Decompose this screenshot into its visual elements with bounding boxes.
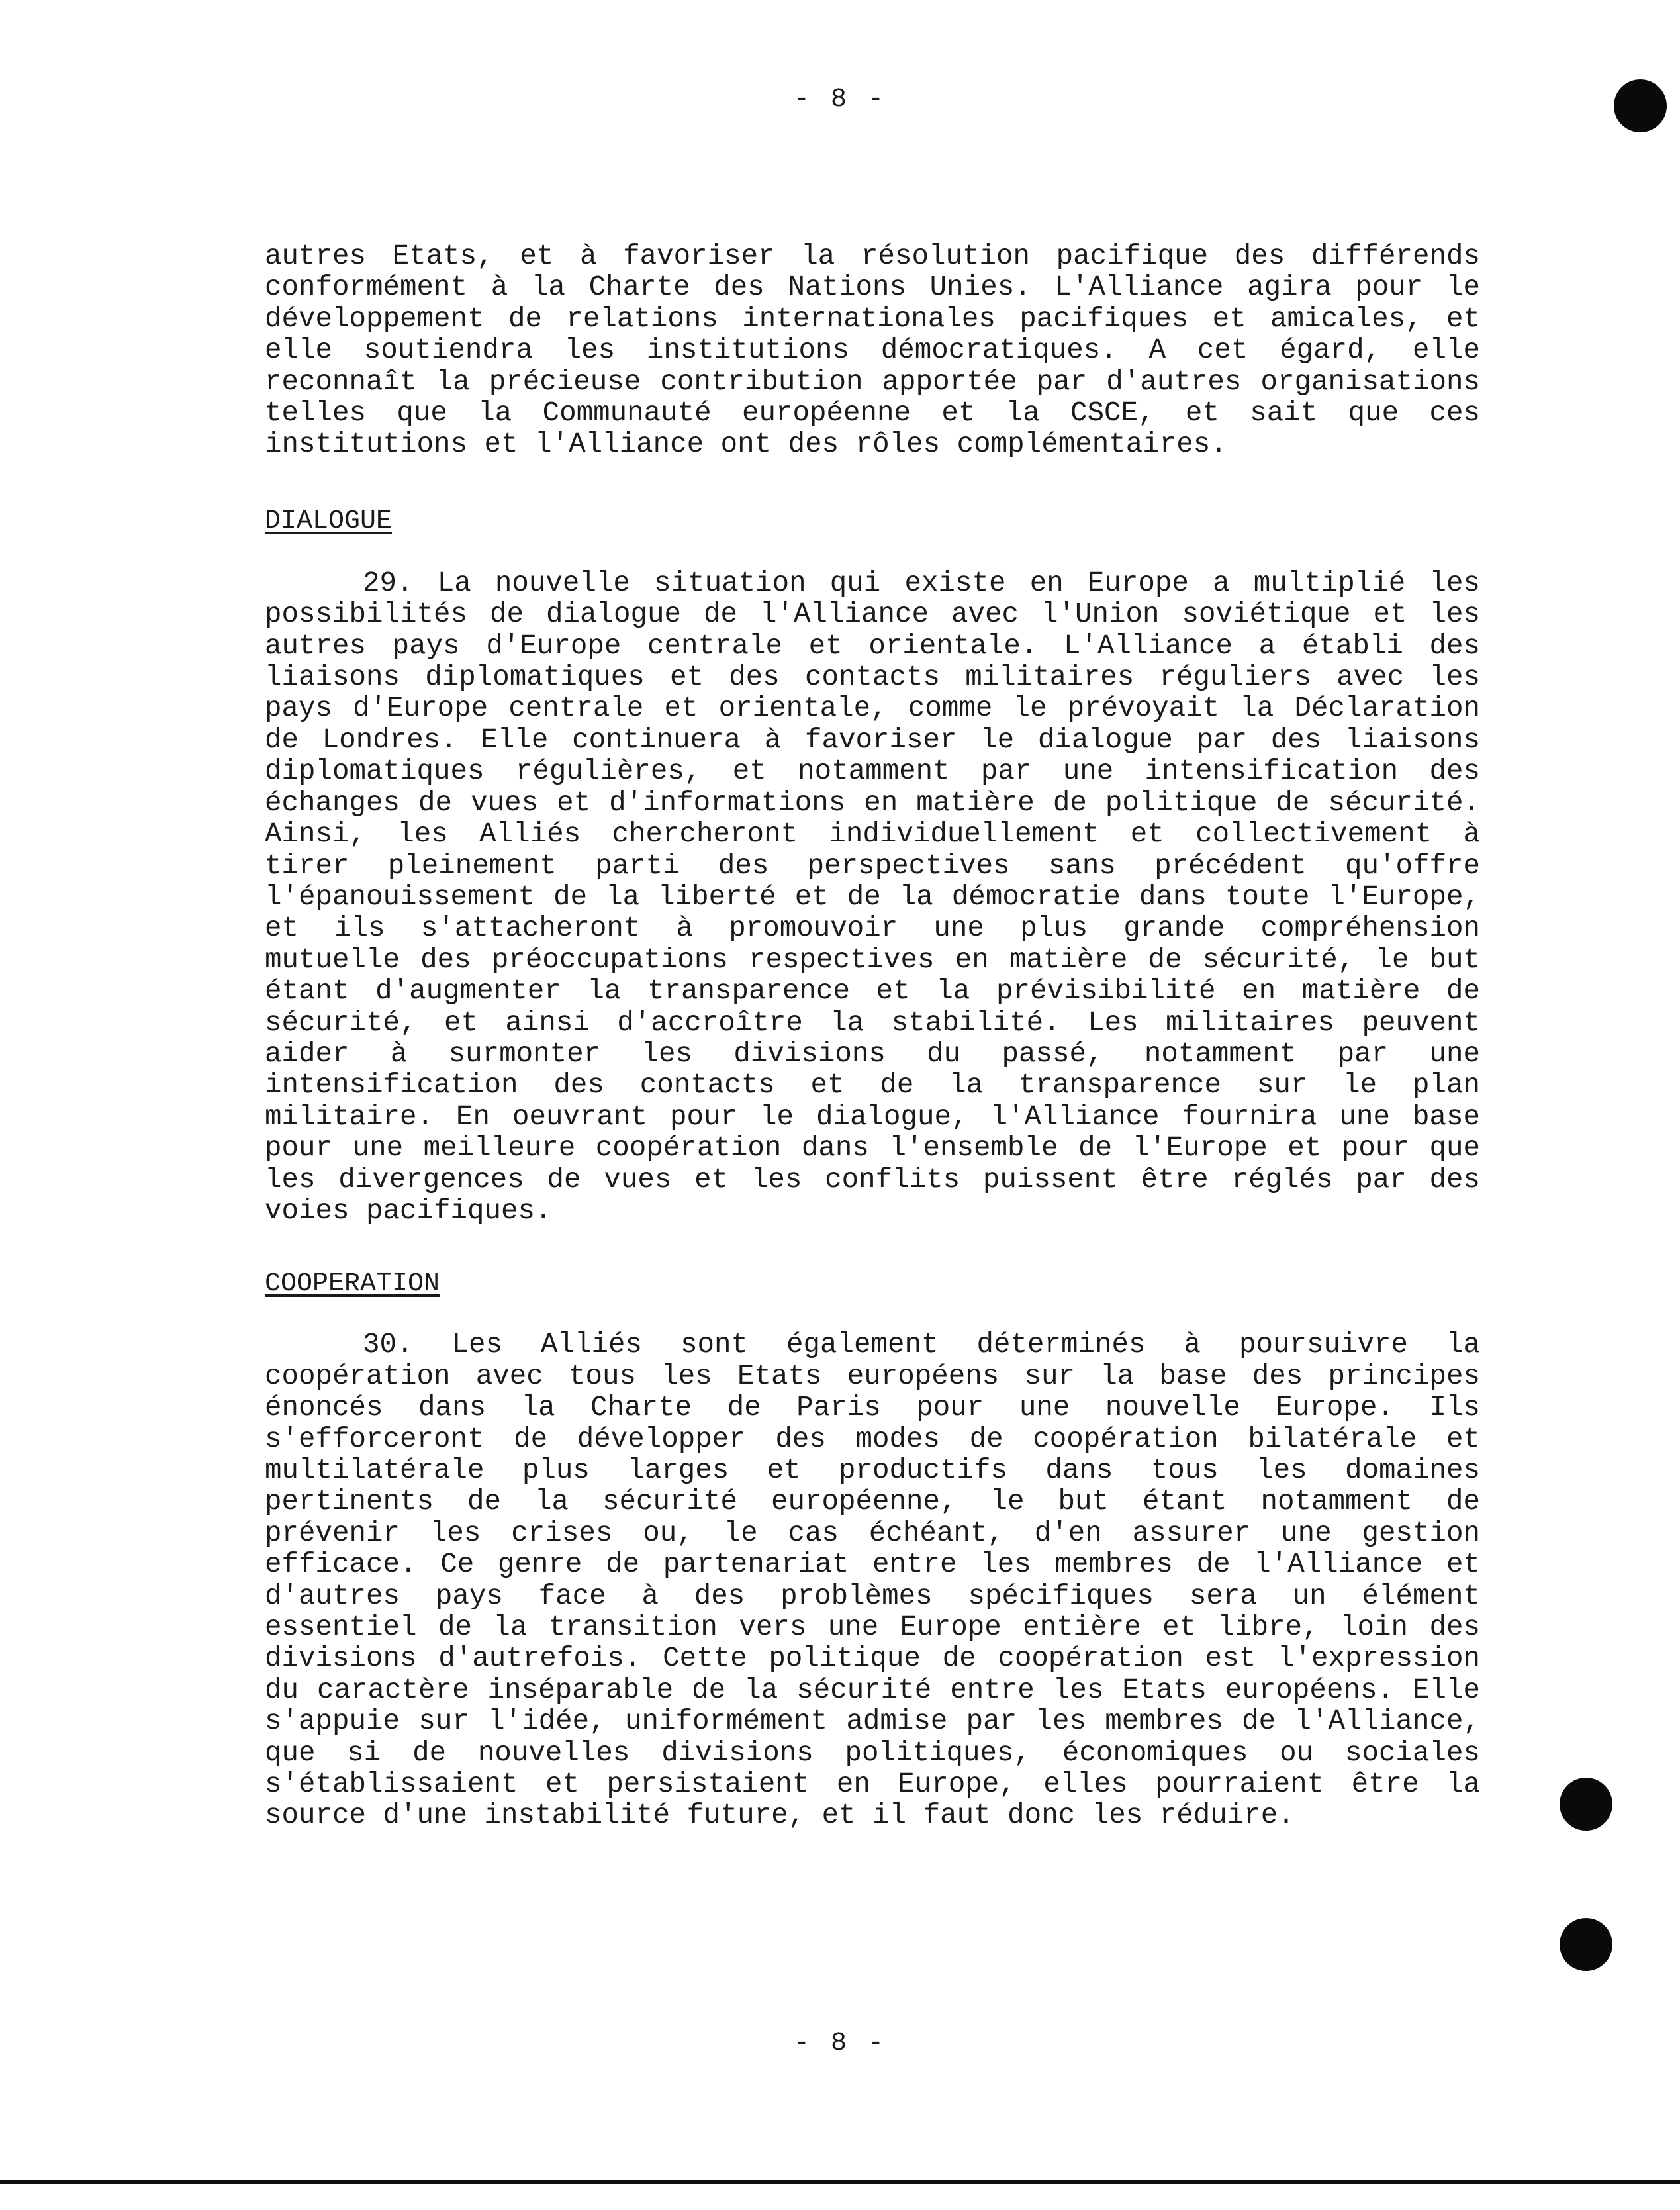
section-heading-cooperation: COOPERATION (265, 1269, 440, 1300)
bottom-rule (0, 2180, 1680, 2184)
section-heading-dialogue: DIALOGUE (265, 506, 393, 536)
paragraph-30: 30. Les Alliés sont également déterminés à poursuivre la coopération avec tous les Etats européens sur la base des principes énoncés dans la Charte de Paris pour une nouvelle Europe. Ils s'efforceront de développer des modes de coopération bilatérale et multilatérale plus larges et productifs dans tous les domaines pertinents de la sécurité européenne, le but étant notamment de prévenir les crises ou, le cas échéant, d'en assurer une gestion efficace. Ce genre de partenariat entre les membres de l'Alliance et d'autres pays face à des problèmes spécifiques sera un élément essentiel de la transition vers une Europe entière et libre, loin des divisions d'autrefois. Cette politique de coopération est l'expression du caractère inséparable de la sécurité entre les Etats européens. Elle s'appuie sur l'idée, uniformément admise par les membres de l'Alliance, que si de nouvelles divisions politiques, économiques ou sociales s'établissaient et persistaient en Europe, elles pourraient être la source d'une instabilité future, et il faut donc les réduire. (265, 1329, 1480, 1832)
page-number-top: - 8 - (793, 85, 887, 115)
punch-hole-icon (1614, 79, 1667, 132)
document-body (265, 241, 1480, 1832)
punch-hole-icon (1560, 1918, 1612, 1971)
page-number-bottom: - 8 - (793, 2029, 887, 2058)
punch-hole-icon (1560, 1778, 1612, 1831)
paragraph-29: 29. La nouvelle situation qui existe en Europe a multiplié les possibilités de dialogue de l'Alliance avec l'Union soviétique et les autres pays d'Europe centrale et orientale. L'Alliance a établi des liaisons diplomatiques et des contacts militaires réguliers avec les pays d'Europe centrale et orientale, comme le prévoyait la Déclaration de Londres. Elle continuera à favoriser le dialogue par des liaisons diplomatiques régulières, et notamment par une intensification des échanges de vues et d'informations en matière de politique de sécurité. Ainsi, les Alliés chercheront individuellement et collectivement à tirer pleinement parti des perspectives sans précédent qu'offre l'épanouissement de la liberté et de la démocratie dans toute l'Europe, et ils s'attacheront à promouvoir une plus grande compréhension mutuelle des préoccupations respectives en matière de sécurité, le but étant d'augmenter la transparence et la prévisibilité en matière de sécurité, et ainsi d'accroître la stabilité. Les militaires peuvent aider à surmonter les divisions du passé, notamment par une intensification des contacts et de la transparence sur le plan militaire. En oeuvrant pour le dialogue, l'Alliance fournira une base pour une meilleure coopération dans l'ensemble de l'Europe et pour que les divergences de vues et les conflits puissent être réglés par des voies pacifiques. (265, 567, 1480, 1227)
paragraph-28-continued: autres Etats, et à favoriser la résolution pacifique des différends conformément à la Charte des Nations Unies. L'Alliance agira pour le développement de relations internationales pacifiques et amicales, et elle soutiendra les institutions démocratiques. A cet égard, elle reconnaît la précieuse contribution apportée par d'autres organisations telles que la Communauté européenne et la CSCE, et sait que ces institutions et l'Alliance ont des rôles complémentaires. (265, 240, 1480, 461)
